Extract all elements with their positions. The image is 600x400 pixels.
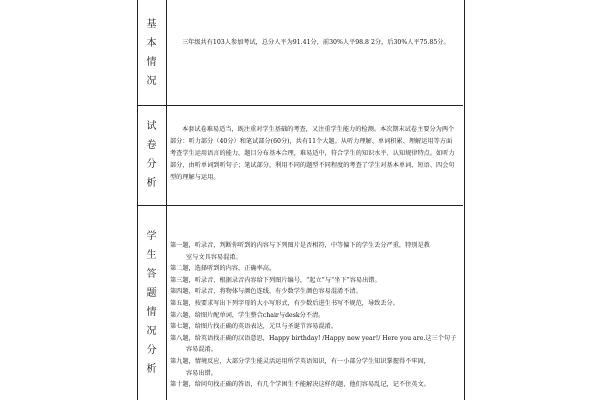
- paper-analysis-content: [170, 124, 456, 184]
- label-char: 况: [146, 75, 157, 87]
- analysis-line: 第五题，按要求写出下列字母的大小写形式，有少数后进生书写不规范，导致丢分。: [170, 299, 399, 307]
- label-char: 卷: [146, 140, 157, 151]
- label-char: 析: [146, 178, 157, 189]
- label-char: 分: [146, 344, 157, 356]
- label-char: 学: [146, 230, 157, 242]
- analysis-line: 第十题，给问句找正确的答语，有几个学困生不能解决这样的题，他们容易乱记，记不住英文。: [170, 381, 430, 389]
- analysis-line: 容易混淆。: [186, 346, 217, 354]
- label-char: 试: [146, 121, 157, 132]
- row-divider: [137, 105, 463, 106]
- label-char: 分: [146, 159, 157, 170]
- row-label-basic-situation: [137, 0, 166, 105]
- analysis-line: 第六题，给图片配单词，学生整合chair与desk分不清。: [170, 311, 325, 319]
- analysis-line: 室与文具容易混淆。: [186, 253, 242, 261]
- label-char: 题: [146, 287, 157, 299]
- label-char: 基: [146, 18, 157, 30]
- basic-situation-text: 三年级共有103人参加考试，总分人平为91.41分，前30%人平98.8 2分，后30%人平75.85分。: [182, 39, 450, 46]
- analysis-line: 容易出错。: [186, 369, 217, 377]
- paper-analysis-text: 本套试卷难易适当，既注重对学生基础的考查，又注重学生能力的检测。本次期末试卷主要分为两个部分：听力部分（40分）和笔试部分(60分)，共有11个大题。从听力理解、单词积累、理解运用等方面考查学生运用语言的能力，题目分布基本合理，难易适中，符合学生的知识水平、认知规律特点。如听力部分，由听单词到听句子；笔试部分，利用不同的题型不同程度的考查了学生对基本单词、短语、四会句型的理解与运用。: [170, 126, 455, 181]
- row-label-student-answer-analysis: [137, 205, 166, 400]
- analysis-line: 第三题，听录音，根据录音内容给下列图片编号，“起立”与“坐下”容易出错。: [170, 276, 381, 284]
- label-char: 本: [146, 37, 157, 49]
- row-divider: [137, 205, 463, 206]
- analysis-line: 第八题，给英语找正确的汉语意思，Happy birthday! /Happy new year!/ Here you are.这三个句子: [170, 334, 457, 342]
- label-char: 情: [146, 306, 157, 318]
- row-label-paper-analysis: [137, 105, 166, 205]
- analysis-line: 第九题，情境反应，大部分学生能灵活运用所学英语知识，有一小部分学生知识掌握得不牢固，: [170, 357, 430, 365]
- analysis-line: 第七题，给图片找正确的英语表达，元旦与圣诞节容易混淆。: [170, 323, 338, 331]
- label-char: 析: [146, 363, 157, 375]
- analysis-line: 第二题，选择听到的内容，正确率高。: [170, 265, 276, 273]
- label-char: 生: [146, 249, 157, 261]
- analysis-line: 第四题，听录音，将物体与颜色连线，有少数学生颜色容易混淆不清。: [170, 288, 362, 296]
- student-answer-analysis-content: [170, 240, 456, 391]
- basic-situation-content: [170, 37, 456, 49]
- label-char: 答: [146, 268, 157, 280]
- column-divider: [166, 0, 167, 400]
- label-char: 情: [146, 56, 157, 68]
- label-char: 况: [146, 325, 157, 337]
- analysis-line: 第一题，听录音，判断你听到的内容与下列图片是否相符，中等偏下的学生丢分严重，特别是教: [170, 242, 430, 249]
